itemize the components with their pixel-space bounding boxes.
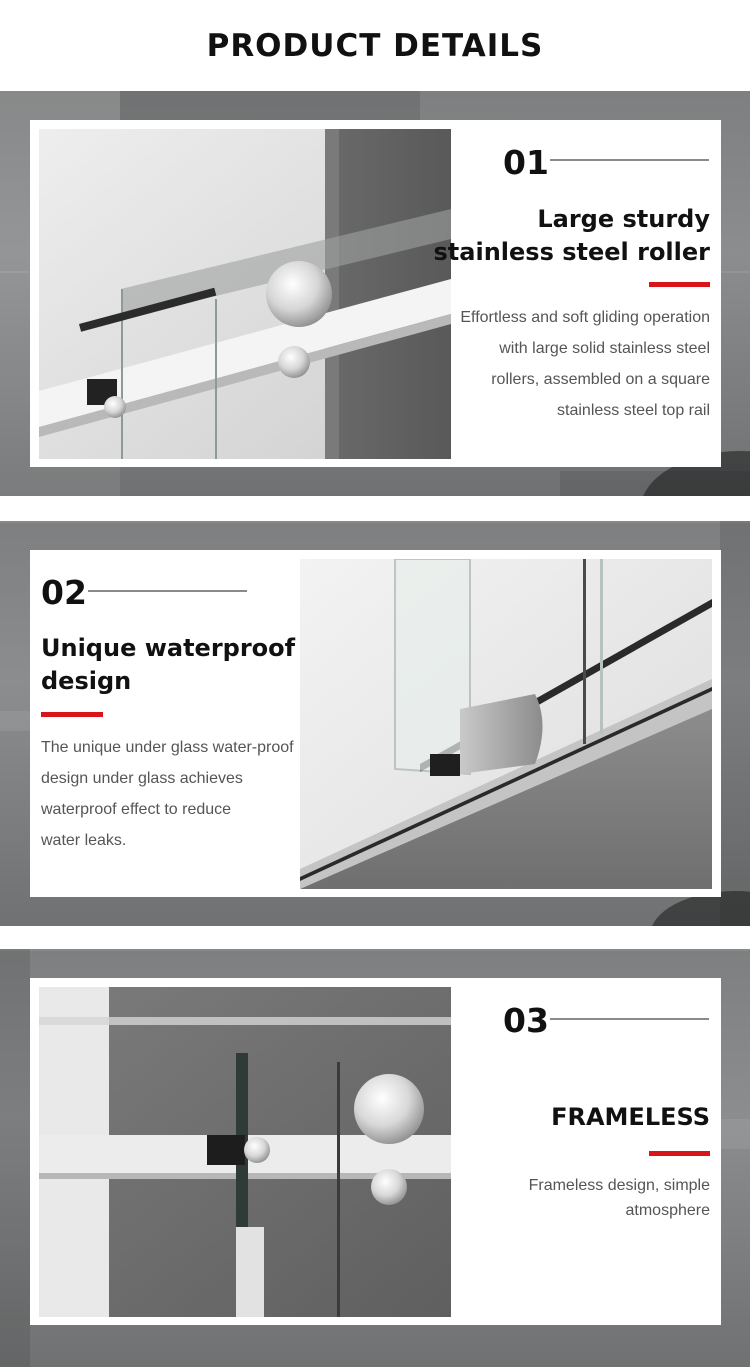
feature-heading: Large sturdy stainless steel roller [433, 205, 710, 266]
feature-number: 02 [41, 573, 87, 612]
feature-number: 01 [503, 143, 549, 182]
accent-bar [649, 1151, 710, 1156]
page-title: PRODUCT DETAILS [206, 27, 544, 64]
feature-description: The unique under glass water-proof design under glass achieves waterproof effect to reduce water leaks. [41, 739, 294, 849]
feature-description: Frameless design, simple atmosphere [528, 1177, 710, 1219]
frameless-door-photo [39, 987, 451, 1317]
stainless-roller-photo [39, 129, 451, 459]
accent-bar [41, 712, 103, 717]
accent-bar [649, 282, 710, 287]
waterproof-seal-photo [300, 559, 712, 889]
number-divider [550, 159, 709, 161]
feature-card-2 [30, 550, 721, 897]
feature-number: 03 [503, 1001, 549, 1040]
feature-card-1 [30, 120, 721, 467]
feature-heading: Unique waterproof design [41, 634, 296, 695]
feature-description: Effortless and soft gliding operation with large solid stainless steel rollers, assembled on a square stainless steel top rail [460, 309, 710, 419]
number-divider [550, 1018, 709, 1020]
number-divider [88, 590, 247, 592]
feature-heading: FRAMELESS [551, 1103, 710, 1131]
feature-card-3 [30, 978, 721, 1325]
